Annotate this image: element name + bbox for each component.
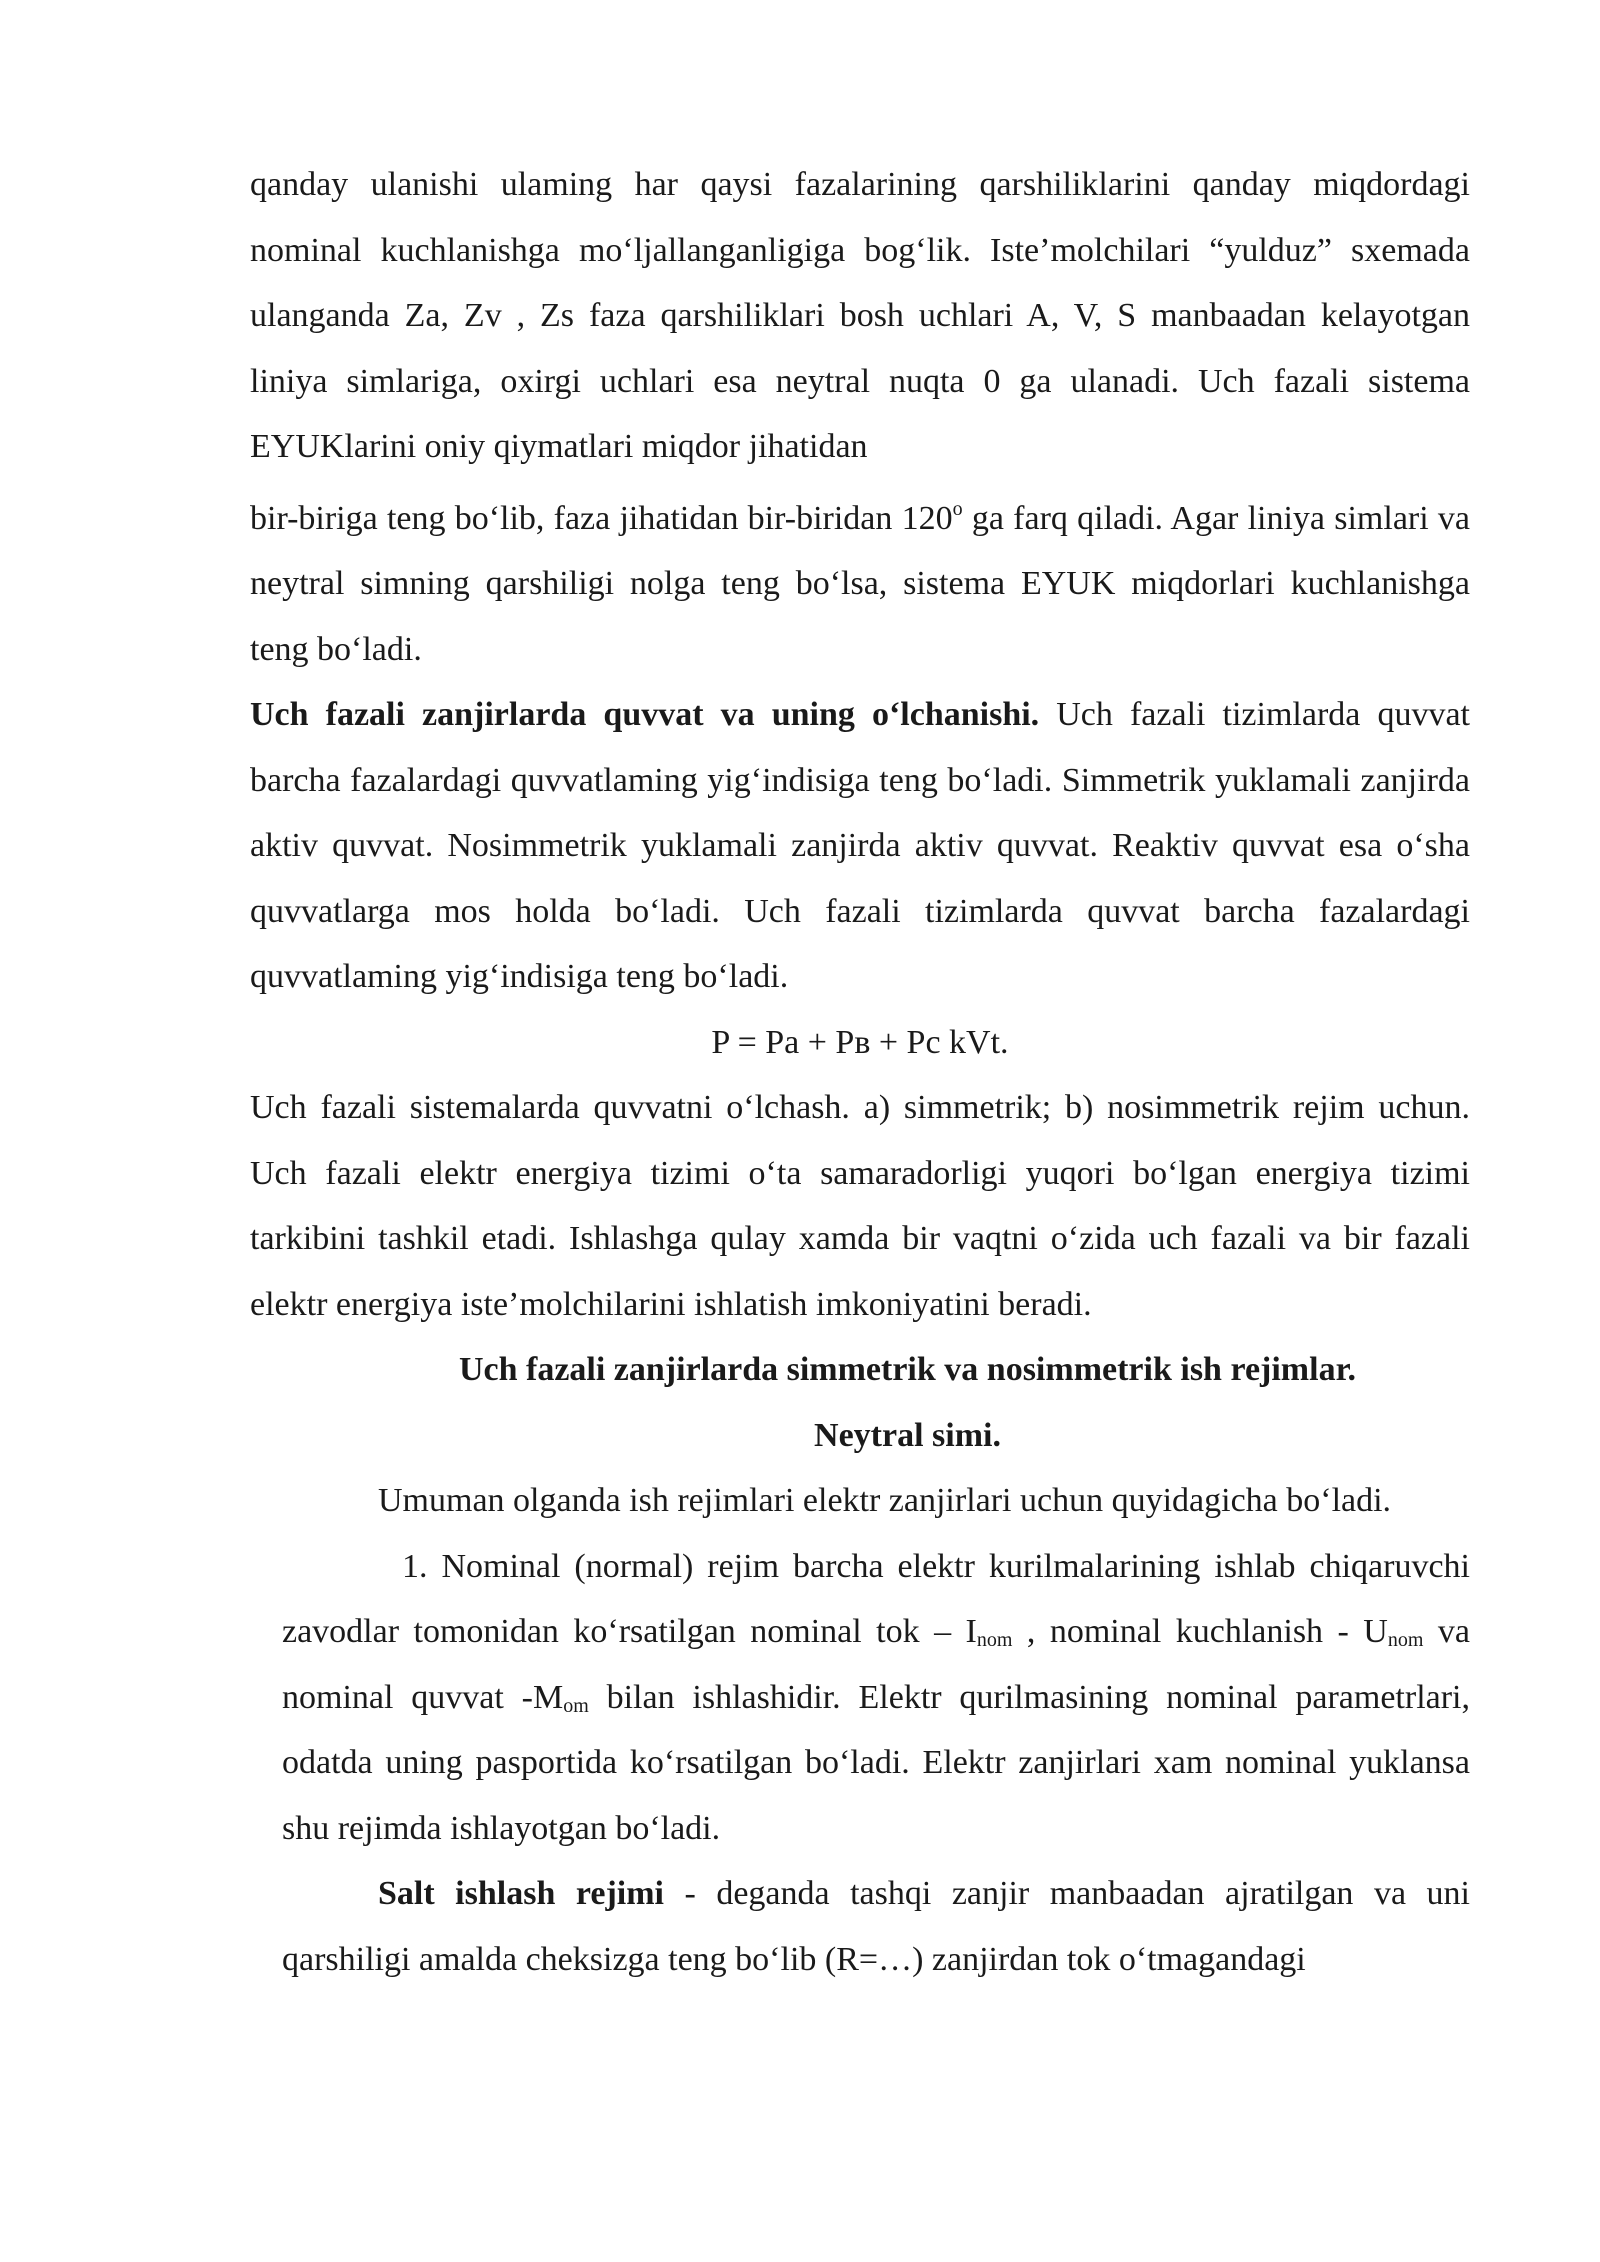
paragraph-bold-lead: Salt ishlash rejimi (378, 1875, 664, 1912)
paragraph-text: - deganda tashqi zanjir manbaadan ajratilgan va uni qarshiligi amalda cheksizga teng bo‘lib (R=…) zanjirdan tok o‘tmagandagi (282, 1875, 1470, 1978)
indented-block (282, 1468, 1470, 1992)
paragraph-bold-lead: Uch fazali zanjirlarda quvvat va uning o‘lchanishi. (250, 696, 1040, 733)
subscript-nom: nom (976, 1629, 1013, 1651)
subscript-nom: nom (1387, 1629, 1424, 1651)
paragraph-operating-modes-intro (282, 1468, 1470, 1534)
subscript-om: om (563, 1694, 589, 1717)
text-column (250, 152, 1470, 1992)
paragraph-text-continued: ga farq qiladi. Agar liniya simlari va neytral simning qarshiligi nolga teng bo‘lsa, sistema EYUK miqdorlari kuchlanishga teng bo‘ladi. (250, 499, 1470, 668)
paragraph-text: bilan ishlashidir. Elektr qurilmasining nominal parametrlari, odatda uning pasportida ko‘rsatilgan bo‘ladi. Elektr zanjirlari xam nominal yuklansa shu rejimda ishlayotgan bo‘ladi. (282, 1678, 1470, 1847)
paragraph-text: , nominal kuchlanish - U (1012, 1613, 1388, 1650)
paragraph-text: bir-biriga teng bo‘lib, faza jihatidan bir-biridan 120 (250, 499, 953, 537)
power-formula: P = Pa + Pв + Pc kVt. (711, 1023, 1009, 1061)
section-subheading: Neytral simi. (814, 1416, 1001, 1454)
paragraph-text: Umuman olganda ish rejimlari elektr zanjirlari uchun quyidagicha bo‘ladi. (378, 1482, 1392, 1519)
paragraph-text: qanday ulanishi ulaming har qaysi fazalarining qarshiliklarini qanday miqdordagi nominal kuchlanishga mo‘ljallanganligiga bog‘lik. Iste’molchilari “yulduz” sxemada ulanganda Za, Zv , Zs faza qarshiliklari bosh uchlari A, V, S manbaadan kelayotgan liniya simlariga, oxirgi uchlari esa neytral nuqta 0 ga ulanadi. Uch fazali sistema EYUKlarini oniy qiymatlari miqdor jihatidan (250, 166, 1470, 465)
paragraph-emf-phase-shift (250, 486, 1470, 683)
paragraph-text: Uch fazali sistemalarda quvvatni o‘lchash. a) simmetrik; b) nosimmetrik rejim uchun. Uch fazali elektr energiya tizimi o‘ta samaradorligi yuqori bo‘lgan energiya tizimi tarkibini tashkil etadi. Ishlashga qulay xamda bir vaqtni o‘zida uch fazali va bir fazali elektr energiya iste’molchilarini ishlatish imkoniyatini beradi. (250, 1089, 1470, 1323)
paragraph-power-systems (250, 1075, 1470, 1337)
paragraph-text: va nominal quvvat -M (282, 1613, 1470, 1716)
paragraph-nominal-mode (282, 1534, 1470, 1862)
section-heading: Uch fazali zanjirlarda simmetrik va nosimmetrik ish rejimlar. (458, 1351, 1357, 1388)
paragraph-three-phase-connection (250, 152, 1470, 480)
degree-superscript: o (952, 497, 963, 520)
paragraph-power-measurement (250, 682, 1470, 1010)
paragraph-idle-mode (282, 1861, 1470, 1992)
paragraph-text: 1. Nominal (normal) rejim barcha elektr kurilmalarining ishlab chiqaruvchi zavodlar tomonidan ko‘rsatilgan nominal tok – I (282, 1547, 1470, 1650)
paragraph-text: Uch fazali tizimlarda quvvat barcha fazalardagi quvvatlaming yig‘indisiga teng bo‘ladi. Simmetrik yuklamali zanjirda aktiv quvvat. Nosimmetrik yuklamali zanjirda aktiv quvvat. Reaktiv quvvat esa o‘sha quvvatlarga mos holda bo‘ladi. Uch fazali tizimlarda quvvat barcha fazalardagi quvvatlaming yig‘indisiga teng bo‘ladi. (250, 696, 1470, 995)
